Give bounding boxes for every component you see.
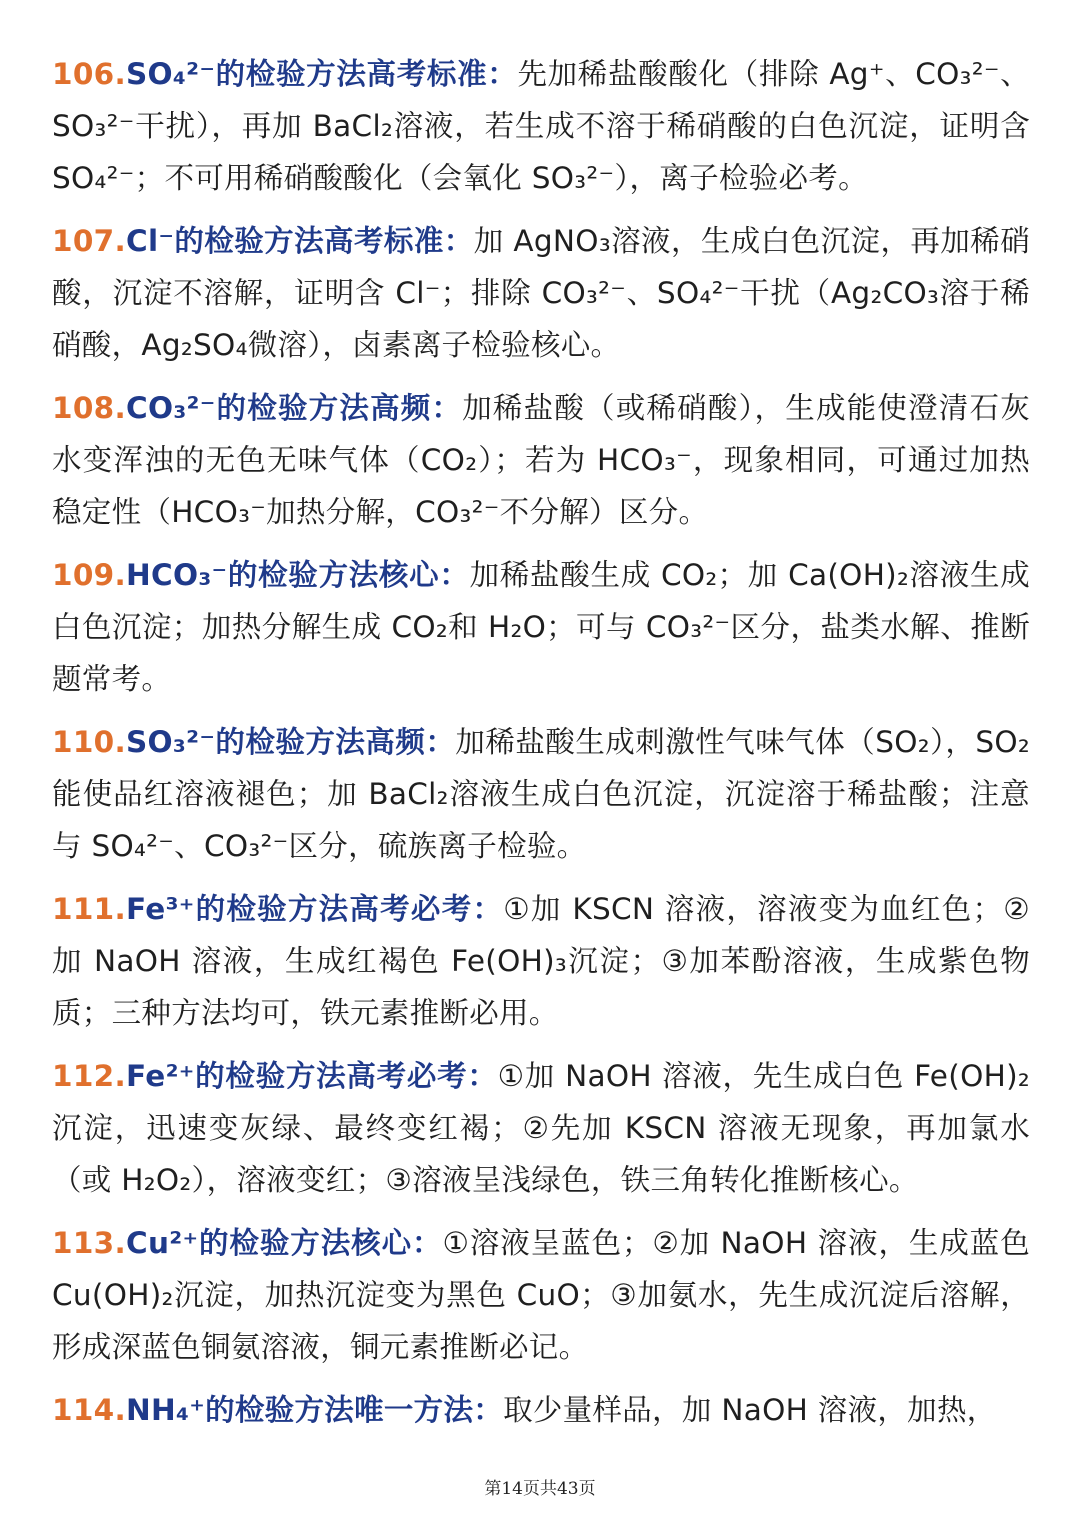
item-113 (52, 1217, 1030, 1373)
item-heading: SO₃²⁻的检验方法高频： (126, 725, 456, 759)
item-body: 加稀盐酸生成刺激性气味气体（SO₂），SO₂能使品红溶液褪色；加 BaCl₂溶液生成白色沉淀，沉淀溶于稀盐酸；注意与 SO₄²⁻、CO₃²⁻区分，硫族离子检验。 (52, 725, 1030, 863)
item-number: 114. (52, 1393, 126, 1427)
item-heading: Fe³⁺的检验方法高考必考： (126, 892, 504, 926)
document-content (52, 48, 1030, 1447)
item-number: 112. (52, 1059, 126, 1093)
item-number: 106. (52, 57, 126, 91)
item-body: 先加稀盐酸酸化（排除 Ag⁺、CO₃²⁻、SO₃²⁻干扰），再加 BaCl₂溶液，若生成不溶于稀硝酸的白色沉淀，证明含 SO₄²⁻；不可用稀硝酸酸化（会氧化 SO₃²⁻），离子检验必考。 (52, 57, 1030, 195)
item-111 (52, 883, 1030, 1039)
item-107 (52, 215, 1030, 371)
item-heading: Fe²⁺的检验方法高考必考： (126, 1059, 498, 1093)
item-heading: SO₄²⁻的检验方法高考标准： (126, 57, 518, 91)
item-number: 111. (52, 892, 126, 926)
item-number: 110. (52, 725, 126, 759)
item-number: 107. (52, 224, 126, 258)
item-heading: HCO₃⁻的检验方法核心： (126, 558, 470, 592)
item-112 (52, 1050, 1030, 1206)
page-footer: 第14页共43页 (484, 1479, 596, 1499)
item-heading: Cu²⁺的检验方法核心： (126, 1226, 443, 1260)
item-body: 取少量样品，加 NaOH 溶液，加热， (503, 1393, 997, 1427)
item-number: 113. (52, 1226, 126, 1260)
item-114 (52, 1384, 1030, 1436)
item-body: ①溶液呈蓝色；②加 NaOH 溶液，生成蓝色 Cu(OH)₂沉淀，加热沉淀变为黑色 CuO；③加氨水，先生成沉淀后溶解，形成深蓝色铜氨溶液，铜元素推断必记。 (52, 1226, 1031, 1364)
item-number: 108. (52, 391, 126, 425)
item-heading: Cl⁻的检验方法高考标准： (126, 224, 474, 258)
item-body: 加稀盐酸（或稀硝酸），生成能使澄清石灰水变浑浊的无色无味气体（CO₂）；若为 HCO₃⁻，现象相同，可通过加热稳定性（HCO₃⁻加热分解，CO₃²⁻不分解）区分。 (52, 391, 1031, 529)
item-number: 109. (52, 558, 126, 592)
item-106 (52, 48, 1030, 204)
item-heading: CO₃²⁻的检验方法高频： (126, 391, 463, 425)
item-body: 加 AgNO₃溶液，生成白色沉淀，再加稀硝酸，沉淀不溶解，证明含 Cl⁻；排除 CO₃²⁻、SO₄²⁻干扰（Ag₂CO₃溶于稀硝酸，Ag₂SO₄微溶），卤素离子检验核心。 (52, 224, 1030, 362)
item-110 (52, 716, 1030, 872)
item-body: ①加 KSCN 溶液，溶液变为血红色；②加 NaOH 溶液，生成红褐色 Fe(OH)₃沉淀；③加苯酚溶液，生成紫色物质；三种方法均可，铁元素推断必用。 (52, 892, 1030, 1030)
item-body: ①加 NaOH 溶液，先生成白色 Fe(OH)₂沉淀，迅速变灰绿、最终变红褐；②先加 KSCN 溶液无现象，再加氯水（或 H₂O₂），溶液变红；③溶液呈浅绿色，铁三角转化推断核心。 (52, 1059, 1031, 1197)
item-108 (52, 382, 1030, 538)
item-heading: NH₄⁺的检验方法唯一方法： (126, 1393, 504, 1427)
item-body: 加稀盐酸生成 CO₂；加 Ca(OH)₂溶液生成白色沉淀；加热分解生成 CO₂和 H₂O；可与 CO₃²⁻区分，盐类水解、推断题常考。 (52, 558, 1030, 696)
item-109 (52, 549, 1030, 705)
